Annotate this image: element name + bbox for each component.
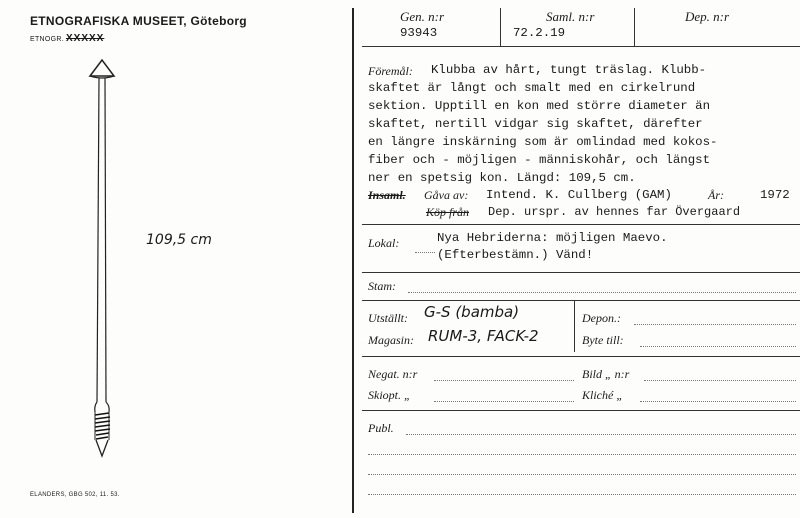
lokal-label: Lokal: <box>368 236 400 250</box>
byte-dots <box>640 346 796 347</box>
size-note: 109,5 cm <box>146 232 212 248</box>
card-divider <box>352 8 354 513</box>
publ-dots-3 <box>368 474 796 475</box>
gen-value: 93943 <box>400 26 438 40</box>
kop-label: Köp från <box>426 205 470 219</box>
gava-value: Intend. K. Cullberg (GAM) <box>486 188 672 202</box>
bild-dots <box>644 380 796 381</box>
header-sep-1 <box>500 8 501 46</box>
etnogr-number: XXXXX <box>66 33 105 44</box>
section-line-1 <box>362 224 800 225</box>
depon-dots <box>634 324 796 325</box>
section-line-2 <box>362 272 800 273</box>
magasin-value: RUM-3, FACK-2 <box>428 327 539 345</box>
kliche-label: Kliché „ <box>582 388 623 402</box>
foremal-line-6: fiber och - möjligen - människohår, och längst <box>368 153 711 167</box>
foremal-line-2: skaftet är långt och smalt med en cirkelrund <box>368 81 696 95</box>
kliche-dots <box>640 401 796 402</box>
skiopt-dots <box>434 401 574 402</box>
location-sep <box>574 300 575 352</box>
lokal-dots <box>415 252 435 253</box>
byte-label: Byte till: <box>582 333 624 347</box>
museum-name: ETNOGRAFISKA MUSEET, Göteborg <box>30 14 247 28</box>
gava-label: Gåva av: <box>424 188 469 202</box>
section-line-4 <box>362 356 800 357</box>
foremal-label: Föremål: <box>368 64 413 78</box>
ar-value: 1972 <box>760 188 790 202</box>
header-bottom-line <box>362 46 800 47</box>
utstallt-value: G-S (bamba) <box>424 303 520 321</box>
etnogr-label: ETNOGR. <box>30 36 64 43</box>
magasin-label: Magasin: <box>368 333 414 347</box>
header-sep-2 <box>634 8 635 46</box>
negat-dots <box>434 380 574 381</box>
section-line-5 <box>362 410 800 411</box>
insaml-label: Insaml. <box>368 188 406 202</box>
skiopt-label: Skiopt. „ <box>368 388 411 402</box>
foremal-line-3: sektion. Upptill en kon med större diameter än <box>368 99 711 113</box>
foremal-line-1: Klubba av hårt, tungt träslag. Klubb- <box>431 63 707 77</box>
foremal-line-5: en längre inskärning som är omlindad med kokos- <box>368 135 718 149</box>
saml-label: Saml. n:r <box>546 9 595 24</box>
depon-label: Depon.: <box>582 311 621 325</box>
utstallt-label: Utställt: <box>368 311 409 325</box>
club-drawing <box>80 50 130 470</box>
publ-dots-4 <box>368 494 796 495</box>
kop-value: Dep. urspr. av hennes far Övergaard <box>488 205 741 219</box>
ar-label: År: <box>708 188 724 202</box>
publ-dots-1 <box>406 434 796 435</box>
printer-note: ELANDERS, GBG 502, 11. 53. <box>30 492 120 498</box>
publ-dots-2 <box>368 454 796 455</box>
publ-label: Publ. <box>368 421 394 435</box>
saml-value: 72.2.19 <box>513 26 566 40</box>
stam-dots <box>408 292 796 293</box>
foremal-line-4: skaftet, nertill vidgar sig skaftet, därefter <box>368 117 703 131</box>
dep-label: Dep. n:r <box>685 9 730 24</box>
negat-label: Negat. n:r <box>368 367 418 381</box>
lokal-line-1: Nya Hebriderna: möjligen Maevo. <box>437 231 668 245</box>
gen-label: Gen. n:r <box>400 9 445 24</box>
bild-label: Bild „ n:r <box>582 367 630 381</box>
section-line-3 <box>362 300 800 301</box>
foremal-line-7: ner en spetsig kon. Längd: 109,5 cm. <box>368 171 636 185</box>
stam-label: Stam: <box>368 279 396 293</box>
lokal-line-2: (Efterbestämn.) Vänd! <box>437 248 594 262</box>
